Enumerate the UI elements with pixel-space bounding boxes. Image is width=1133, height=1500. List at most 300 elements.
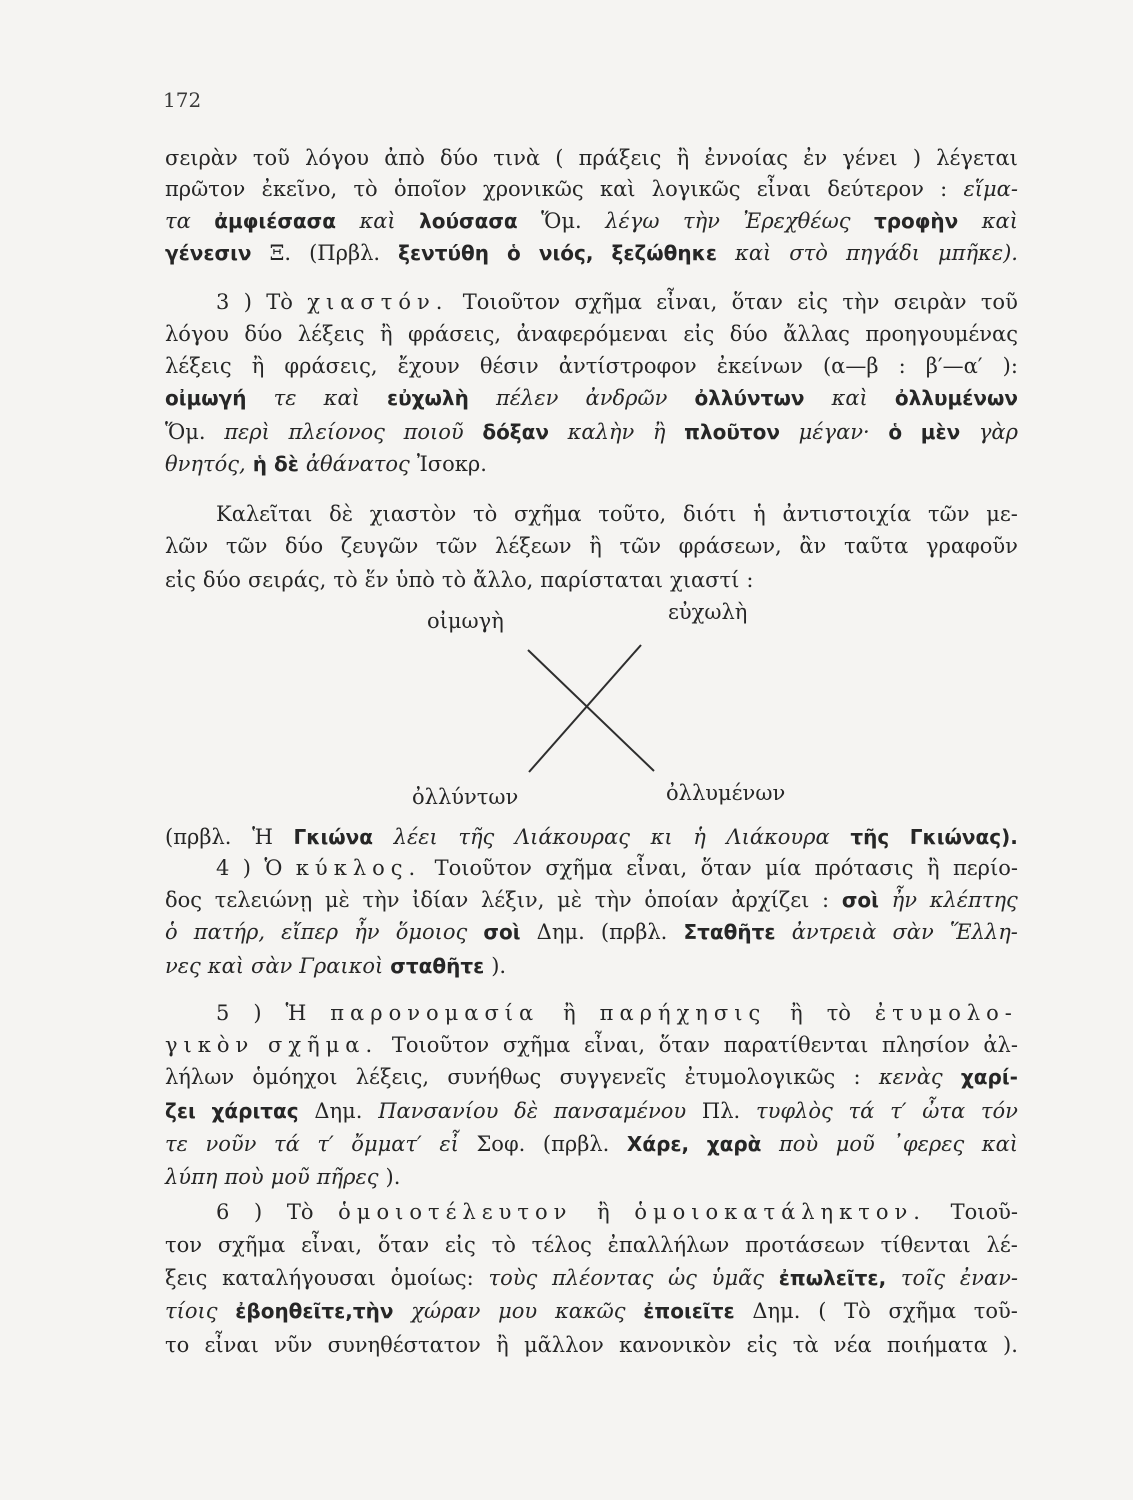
chiasm-bottom-left: ὀλλύντων: [412, 785, 519, 809]
word: ἢ: [926, 856, 940, 880]
word: νέα: [833, 1333, 872, 1357]
word: Τὸ: [266, 290, 293, 314]
word: ξεις: [165, 1266, 208, 1290]
word: λόγου: [165, 322, 229, 346]
word: κενὰς: [878, 1065, 943, 1089]
word: προτάσεων: [745, 1233, 865, 1257]
word: σχῆμα: [888, 1299, 957, 1323]
word: τῆς: [458, 825, 495, 849]
word: στὸ: [789, 241, 828, 265]
word: ): [253, 1001, 262, 1025]
word: ἐβοηθεῖτε,τὴν: [235, 1299, 394, 1323]
word: ): [912, 146, 922, 170]
word: σχῆμα: [574, 290, 642, 314]
word: δεύτερον: [827, 177, 924, 201]
word: τὸ: [826, 1001, 851, 1025]
word: τῶν: [435, 534, 478, 558]
word: Τὸ: [286, 1200, 314, 1224]
word: κλέπτης: [929, 888, 1018, 912]
word: περὶ: [224, 420, 270, 444]
word: 5: [216, 1001, 230, 1025]
word: καὶ: [735, 241, 772, 265]
word: λύπη: [165, 1165, 218, 1189]
word: ζει: [165, 1099, 196, 1123]
word: παρονομασία: [330, 1001, 540, 1025]
word: σειράς,: [247, 568, 327, 592]
word: εἶναι,: [584, 1033, 646, 1057]
word: δὲ: [329, 502, 353, 526]
word: ἀπὸ: [384, 146, 425, 170]
word: μᾶλλον: [523, 1333, 604, 1357]
word: χαρὰ: [706, 1132, 762, 1156]
word: ἢ: [496, 1333, 509, 1357]
word: ὅταν: [700, 856, 752, 880]
word: ἢ: [652, 420, 666, 444]
word: λόγου: [305, 146, 370, 170]
word: Λιάκουρας: [514, 825, 630, 849]
word: 6: [216, 1200, 230, 1224]
word: ἢ: [597, 1200, 610, 1224]
word: ἀλ-: [983, 1033, 1018, 1057]
word: γὰρ: [978, 420, 1018, 444]
word: Ἕλλη-: [949, 920, 1018, 944]
word: καὶ: [359, 209, 396, 233]
word: ): [254, 1200, 263, 1224]
word: Πανσανίου: [378, 1099, 499, 1123]
word: σὰν: [892, 920, 934, 944]
word: μὲ: [324, 888, 350, 912]
word: ἕν: [364, 568, 389, 592]
word: ἡ: [753, 502, 766, 526]
word: ἄλλας: [783, 322, 850, 346]
word: περίο-: [952, 856, 1018, 880]
word: τῆς: [850, 825, 890, 849]
word: δύο: [729, 322, 768, 346]
word: παρατίθενται: [723, 1033, 869, 1057]
word: εἶναι,: [626, 856, 688, 880]
word: :: [898, 354, 906, 378]
word: ξεζώθηκε: [611, 241, 717, 265]
word: τὸ: [353, 177, 378, 201]
word: χιαστί: [670, 568, 740, 592]
word: το: [165, 1333, 190, 1357]
word: ὅταν: [377, 1233, 430, 1257]
word: ):: [1002, 354, 1018, 378]
word: Ξ.: [269, 241, 292, 265]
word: ὦτα: [922, 1099, 966, 1123]
word: λέγεται: [936, 146, 1018, 170]
word: Λιάκουρα: [726, 825, 830, 849]
word: νοῦν: [205, 1132, 257, 1156]
word: Δημ.: [314, 1099, 363, 1123]
word: θέσιν: [479, 354, 539, 378]
word: μοῦ: [835, 1132, 875, 1156]
word: ὡς: [668, 1266, 697, 1290]
word: δὲ: [273, 452, 299, 476]
word: Ὅμ.: [165, 420, 206, 444]
word: λέει: [393, 825, 438, 849]
word: ἡ: [252, 452, 267, 476]
chiasm-top-right: εὐχωλὴ: [668, 600, 748, 624]
word: ἄλλο,: [473, 568, 534, 592]
word: δος: [165, 888, 203, 912]
word: σχῆμα: [514, 502, 582, 526]
word: οἰμωγή: [165, 386, 247, 410]
word: ἦν: [354, 920, 380, 944]
word: πατήρ,: [193, 920, 265, 944]
word: ὁ: [507, 241, 521, 265]
word: τίθενται: [880, 1233, 971, 1257]
word: σειρὰν: [893, 290, 967, 314]
word: κακῶς: [554, 1299, 626, 1323]
word: ἀμφιέσασα: [214, 209, 336, 233]
word: χρονικῶς: [482, 177, 584, 201]
word: τὴν: [362, 888, 400, 912]
word: χάριτας: [211, 1099, 299, 1123]
word: ἂν: [799, 534, 827, 558]
word: (πρβλ.: [600, 920, 668, 944]
word: νες: [165, 954, 201, 978]
word: φράσεις,: [407, 322, 502, 346]
chiasm-bottom-right: ὀλλυμένων: [666, 781, 786, 805]
word: εἰς: [165, 568, 196, 592]
word: τά: [273, 1132, 300, 1156]
word: ποιήματα: [886, 1333, 988, 1357]
word: κανονικὸν: [619, 1333, 732, 1357]
word: καὶ: [323, 386, 360, 410]
word: γικὸν: [165, 1033, 255, 1057]
word: δὲ: [514, 1099, 539, 1123]
word: εἴπερ: [281, 920, 339, 944]
word: ὁμοιοκατάληκτον.: [634, 1200, 926, 1224]
word: ).: [491, 954, 507, 978]
word: νῦν: [274, 1333, 313, 1357]
word: ὑπὸ: [395, 568, 435, 592]
word: με-: [986, 502, 1018, 526]
word: τῶν: [225, 534, 268, 558]
word: καὶ: [981, 1132, 1018, 1156]
word: ἀντιστοιχία: [782, 502, 912, 526]
word: χιαστὸν: [369, 502, 457, 526]
word: τὴν: [682, 209, 720, 233]
word: τινὰ: [493, 146, 541, 170]
word: (: [555, 146, 564, 170]
word: ὅταν: [658, 1033, 710, 1057]
word: νιός,: [538, 241, 594, 265]
word: ὁποίαν: [644, 888, 719, 912]
word: ): [242, 856, 251, 880]
word: πλοῦτον: [684, 420, 780, 444]
word: τοῦ-: [973, 1299, 1018, 1323]
word: (πρβλ.: [542, 1132, 610, 1156]
word: γένεσιν: [165, 241, 252, 265]
word: ἐναν-: [959, 1266, 1018, 1290]
word: γένει: [842, 146, 898, 170]
word: εἰς: [444, 1233, 476, 1257]
word: ἀντίστροφον: [558, 354, 697, 378]
word: εἶ: [439, 1132, 459, 1156]
word: (α—β: [822, 354, 879, 378]
word: Δημ.: [752, 1299, 801, 1323]
word: δόξαν: [482, 420, 549, 444]
word: Χάρε,: [626, 1132, 690, 1156]
word: σταθῆτε: [390, 954, 485, 978]
word: ἐκείνων: [716, 354, 803, 378]
word: Τὸ: [844, 1299, 871, 1323]
word: παρήχησις: [599, 1001, 767, 1025]
word: λέ-: [986, 1233, 1018, 1257]
word: μὲ: [557, 888, 582, 912]
word: δύο: [440, 146, 479, 170]
word: εἰς: [797, 290, 829, 314]
word: ἀρχίζει: [731, 888, 810, 912]
word: καὶ: [831, 386, 868, 410]
word: τὸ: [333, 568, 358, 592]
word: εἰς: [683, 322, 715, 346]
word: καταλήγουσαι: [222, 1266, 376, 1290]
word: ᾽φερες: [892, 1132, 965, 1156]
word: τὸ: [441, 568, 467, 592]
word: καὶ: [599, 177, 636, 201]
word: εἵμα-: [963, 177, 1018, 201]
word: ὅταν: [731, 290, 783, 314]
word: πλέοντας: [551, 1266, 654, 1290]
word: (Πρβλ.: [309, 241, 381, 265]
word: ἐν: [803, 146, 828, 170]
word: ζευγῶν: [340, 534, 419, 558]
word: μία: [765, 856, 802, 880]
word: τα: [165, 209, 191, 233]
word: ἐννοίας: [704, 146, 788, 170]
word: ἐπαλλήλων: [607, 1233, 730, 1257]
word: σοὶ: [483, 920, 521, 944]
word: θνητός,: [165, 452, 246, 476]
word: Τοιοῦτον: [462, 290, 561, 314]
word: εἶναι,: [656, 290, 718, 314]
word: ἐποιεῖτε: [643, 1299, 735, 1323]
word: ἢ: [790, 1001, 803, 1025]
word: :: [822, 888, 830, 912]
word: 3: [216, 290, 230, 314]
word: τ′: [890, 1099, 907, 1123]
chiasm-top-left: οἰμωγὴ: [427, 609, 504, 633]
word: συνηθέστατον: [327, 1333, 481, 1357]
word: β′—α′: [925, 354, 983, 378]
word: ὄμματ′: [351, 1132, 422, 1156]
word: μὲν: [920, 420, 961, 444]
word: ἔχουν: [397, 354, 460, 378]
word: λήλων: [165, 1065, 235, 1089]
word: τοῖς: [900, 1266, 946, 1290]
word: λέγω: [605, 209, 660, 233]
word: ).: [385, 1165, 401, 1189]
word: χαρί-: [960, 1065, 1018, 1089]
word: καὶ: [981, 209, 1018, 233]
word: λέξεων: [495, 534, 572, 558]
word: Ὅμ.: [541, 209, 582, 233]
word: Γραικοὶ: [299, 954, 384, 978]
word: Ἡ: [285, 1001, 307, 1025]
cross-line-up: [529, 645, 641, 772]
word: μοῦ: [270, 1165, 310, 1189]
word: Τοιοῦ-: [950, 1200, 1018, 1224]
word: πῆρες: [316, 1165, 379, 1189]
word: τὴν: [842, 290, 880, 314]
word: (: [818, 1299, 827, 1323]
word: ἀνδρῶν: [585, 386, 668, 410]
word: δύο: [285, 534, 324, 558]
page-number: 172: [163, 88, 202, 112]
word: ).: [1003, 1333, 1018, 1357]
word: μέγαν·: [798, 420, 870, 444]
word: Ἐρεχθέως: [743, 209, 851, 233]
word: ὁμοιοτέλευτον: [338, 1200, 573, 1224]
word: πανσαμένου: [553, 1099, 687, 1123]
word: μπῆκε).: [938, 241, 1018, 265]
word: τὸ: [473, 502, 498, 526]
word: ἐκεῖνο,: [261, 177, 338, 201]
word: ποὺ: [224, 1165, 264, 1189]
word: ἀντρειὰ: [791, 920, 877, 944]
word: σχῆμα: [217, 1233, 286, 1257]
word: ἦν: [891, 888, 917, 912]
word: τῶν: [927, 502, 970, 526]
word: Τοιοῦτον: [434, 856, 532, 880]
word: (πρβλ.: [165, 825, 232, 849]
word: ὁ: [165, 920, 178, 944]
word: σχῆμα: [502, 1033, 571, 1057]
word: τυφλὸς: [755, 1099, 833, 1123]
word: ὁποῖον: [393, 177, 467, 201]
word: Τοιοῦτον: [391, 1033, 490, 1057]
word: :: [746, 568, 754, 592]
word: εἶναι,: [301, 1233, 363, 1257]
word: ξεντύθη: [398, 241, 489, 265]
word: :: [940, 177, 948, 201]
word: τοῦ: [252, 146, 290, 170]
word: τον: [165, 1233, 203, 1257]
word: τοὺς: [488, 1266, 538, 1290]
word: φράσεων,: [678, 534, 782, 558]
word: Ἡ: [252, 825, 273, 849]
word: δύο: [244, 322, 283, 346]
word: ὀλλύντων: [694, 386, 805, 410]
word: τὴν: [594, 888, 632, 912]
word: λέξεις: [297, 322, 365, 346]
word: δύο: [202, 568, 241, 592]
word: πέλεν: [495, 386, 559, 410]
word: λογικῶς: [651, 177, 741, 201]
word: γραφοῦν: [925, 534, 1018, 558]
word: εὐχωλὴ: [387, 386, 469, 410]
word: ἢ: [563, 1001, 576, 1025]
word: κύκλος.: [295, 856, 422, 880]
word: ): [243, 290, 252, 314]
word: ὁμόηχοι: [252, 1065, 338, 1089]
word: Γκιώνας).: [909, 825, 1018, 849]
word: χώραν: [411, 1299, 481, 1323]
word: ἐτυμολογικῶς: [684, 1065, 836, 1089]
word: συνήθως: [447, 1065, 542, 1089]
word: προηγουμένας: [865, 322, 1018, 346]
word: κι: [650, 825, 673, 849]
word: λέξιν,: [480, 888, 545, 912]
word: σειρὰν: [165, 146, 238, 170]
word: ἀθάνατος: [305, 452, 410, 476]
word: ἀναφερόμεναι: [516, 322, 668, 346]
word: ἢ: [379, 322, 393, 346]
word: ταῦτα: [843, 534, 909, 558]
word: ὁμοίως:: [390, 1266, 474, 1290]
word: πρότασις: [814, 856, 914, 880]
word: ἢ: [589, 534, 602, 558]
word: τὸ: [491, 1233, 516, 1257]
word: Δημ.: [536, 920, 585, 944]
word: Καλεῖται: [216, 502, 313, 526]
word: καλὴν: [567, 420, 635, 444]
word: φράσεις,: [284, 354, 378, 378]
word: πλησίον: [882, 1033, 970, 1057]
word: ποιοῦ: [403, 420, 464, 444]
word: τε: [273, 386, 297, 410]
word: τε: [165, 1132, 188, 1156]
word: Σταθῆτε: [683, 920, 776, 944]
word: ποὺ: [778, 1132, 819, 1156]
word: διότι: [682, 502, 737, 526]
word: τέλος: [531, 1233, 592, 1257]
word: χιαστόν.: [307, 290, 449, 314]
word: ὑμᾶς: [711, 1266, 765, 1290]
word: παρίσταται: [540, 568, 664, 592]
word: λέξεις,: [355, 1065, 430, 1089]
word: ἐτυμολο-: [874, 1001, 1018, 1025]
word: λῶν: [165, 534, 209, 558]
word: μου: [498, 1299, 538, 1323]
word: Πλ.: [701, 1099, 741, 1123]
word: τίοις: [165, 1299, 218, 1323]
word: Ὁ: [264, 856, 283, 880]
word: ὀλλυμένων: [894, 386, 1018, 410]
word: πλείονος: [288, 420, 385, 444]
word: σχῆμα.: [268, 1033, 379, 1057]
word: τ′: [317, 1132, 334, 1156]
word: εἰς: [746, 1333, 778, 1357]
word: ὅμοιος: [395, 920, 468, 944]
word: τῶν: [619, 534, 661, 558]
word: εἶναι: [756, 177, 812, 201]
word: ἐπωλεῖτε,: [778, 1266, 887, 1290]
word: Γκιώνα: [293, 825, 374, 849]
word: τόν: [980, 1099, 1018, 1123]
word: τὰ: [792, 1333, 819, 1357]
word: τελειώνῃ: [214, 888, 313, 912]
word: εἶναι: [204, 1333, 259, 1357]
word: Ἰσοκρ.: [416, 452, 487, 476]
word: ἡ: [693, 825, 706, 849]
word: τοῦτο,: [598, 502, 667, 526]
word: ἰδίαν: [412, 888, 469, 912]
word: 4: [216, 856, 230, 880]
word: καὶ: [207, 954, 244, 978]
word: τροφὴν: [873, 209, 959, 233]
word: :: [853, 1065, 861, 1089]
word: σὰν: [250, 954, 293, 978]
word: πρῶτον: [165, 177, 246, 201]
word: ὁ: [888, 420, 903, 444]
word: πράξεις: [578, 146, 662, 170]
word: τά: [848, 1099, 875, 1123]
word: ἢ: [251, 354, 265, 378]
